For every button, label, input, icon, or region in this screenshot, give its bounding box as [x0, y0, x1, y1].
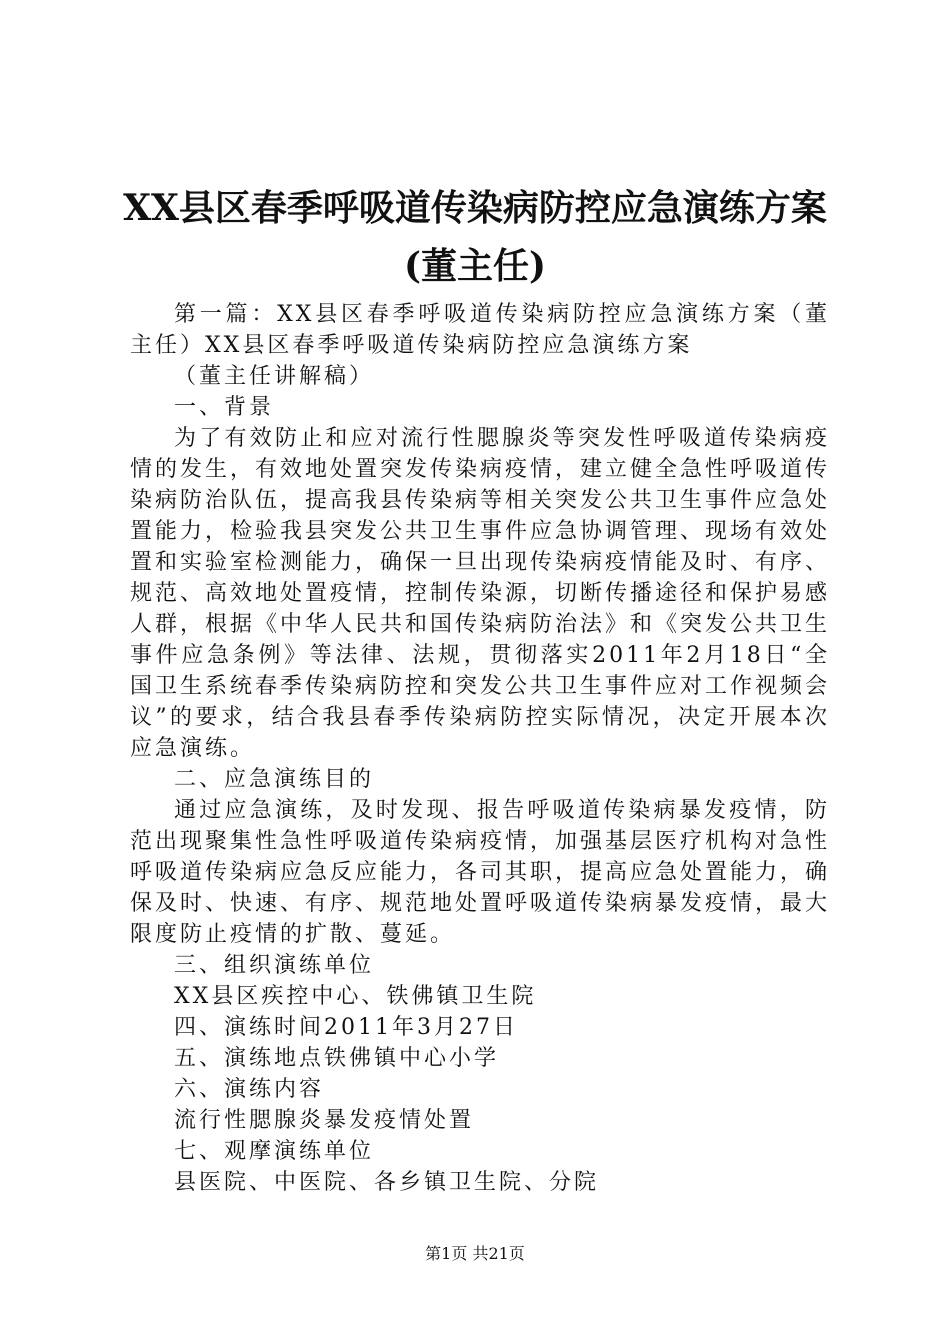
section-heading-background: 一、背景: [174, 395, 275, 420]
paragraph-content: 流行性腮腺炎暴发疫情处置: [174, 1108, 475, 1133]
section-heading-time: 四、演练时间2011年3月27日: [174, 1015, 518, 1040]
document-title-suffix: (董主任): [403, 245, 547, 287]
section-heading-observers: 七、观摩演练单位: [174, 1139, 375, 1164]
section-heading-purpose: 二、应急演练目的: [174, 767, 375, 792]
document-body: [130, 299, 830, 1198]
paragraph-subtitle: （董主任讲解稿）: [174, 364, 375, 389]
page-number: 第1页 共21页: [425, 1244, 525, 1263]
paragraph-organizer: XX县区疾控中心、铁佛镇卫生院: [174, 984, 537, 1009]
section-heading-organizer: 三、组织演练单位: [174, 953, 375, 978]
paragraph-background: 为了有效防止和应对流行性腮腺炎等突发性呼吸道传染病疫情的发生，有效地处置突发传染病疫情，建立健全急性呼吸道传染病防治队伍，提高我县传染病等相关突发公共卫生事件应急处置能力，检验我县突发公共卫生事件应急协调管理、现场有效处置和实验室检测能力，确保一旦出现传染病疫情能及时、有序、规范、高效地处置疫情，控制传染源，切断传播途径和保护易感人群，根据《中华人民共和国传染病防治法》和《突发公共卫生事件应急条例》等法律、法规，贯彻落实2011年2月18日“全国卫生系统春季传染病防控和突发公共卫生事件应对工作视频会议”的要求，结合我县春季传染病防控实际情况，决定开展本次应急演练。: [130, 426, 831, 761]
section-heading-location: 五、演练地点铁佛镇中心小学: [174, 1046, 500, 1071]
paragraph-intro: 第一篇：XX县区春季呼吸道传染病防控应急演练方案（董主任）XX县区春季呼吸道传染病防控应急演练方案: [130, 302, 830, 358]
document-title: XX县区春季呼吸道传染病防控应急演练方案: [123, 187, 827, 229]
section-heading-content: 六、演练内容: [174, 1077, 325, 1102]
paragraph-purpose: 通过应急演练，及时发现、报告呼吸道传染病暴发疫情，防范出现聚集性急性呼吸道传染病疫情，加强基层医疗机构对急性呼吸道传染病应急反应能力，各司其职，提高应急处置能力，确保及时、快速、有序、规范地处置呼吸道传染病暴发疫情，最大限度防止疫情的扩散、蔓延。: [130, 798, 831, 947]
paragraph-observers: 县医院、中医院、各乡镇卫生院、分院: [174, 1170, 600, 1195]
